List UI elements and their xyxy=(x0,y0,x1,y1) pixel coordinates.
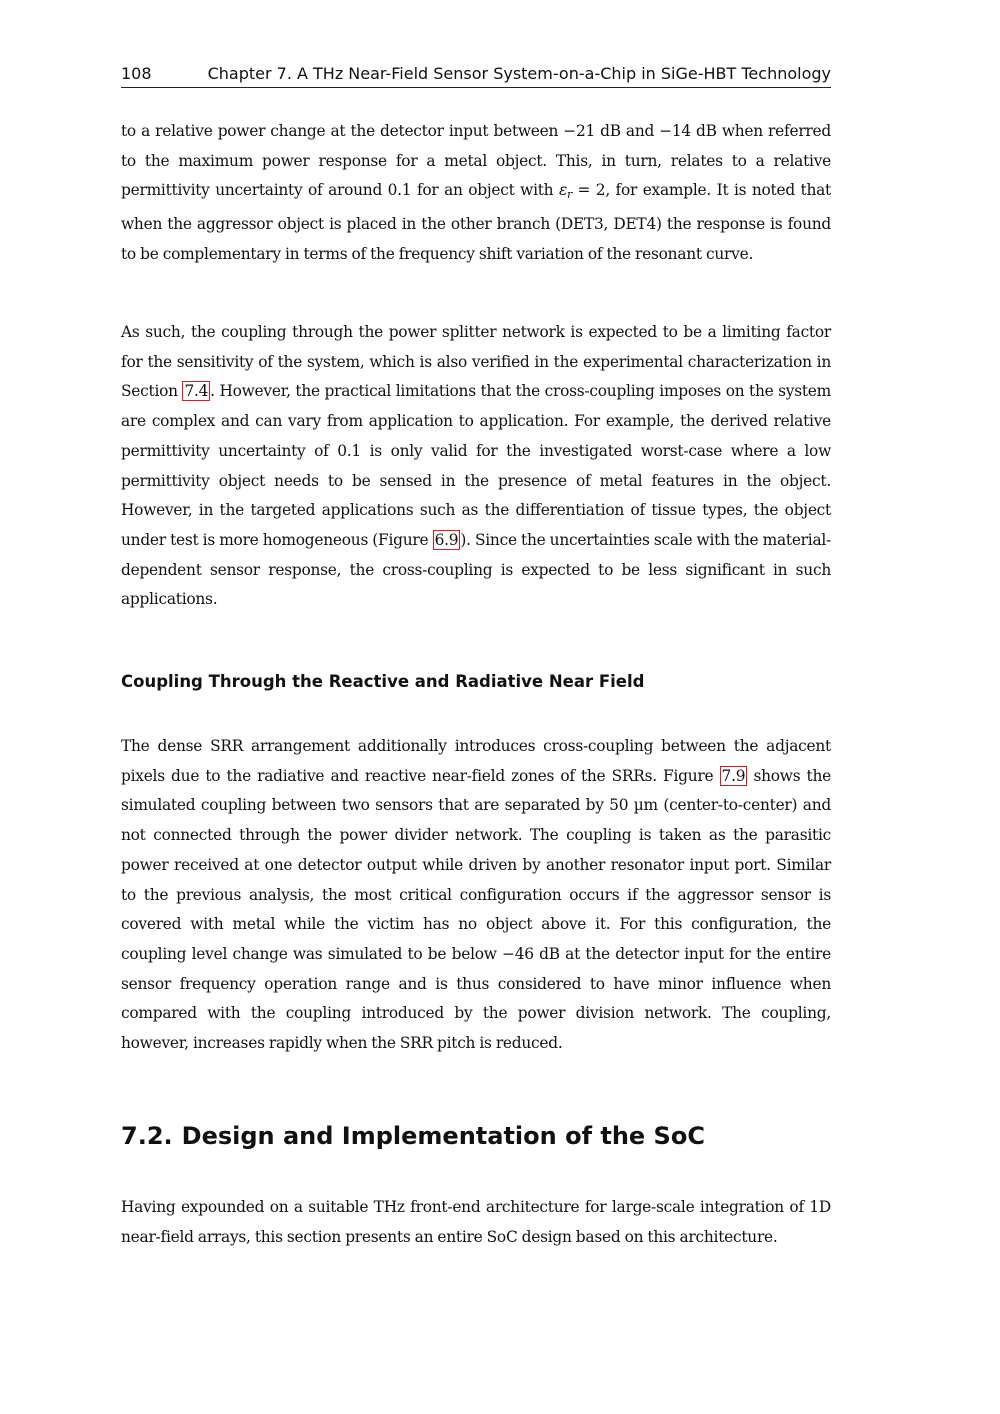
paragraph-1-text-a: to a relative power change at the detector input between −21 dB and −14 dB when referred to the maximum power response for a metal object. This, in turn, relates to a relative permittivity uncertainty of around 0.1 for an object with xyxy=(121,122,831,200)
epsilon-symbol: ε xyxy=(558,181,567,200)
section-reference-link[interactable]: 7.4 xyxy=(184,382,209,401)
epsilon-subscript: r xyxy=(566,188,572,202)
figure-reference-link[interactable]: 7.9 xyxy=(721,766,746,785)
figure-reference-link[interactable]: 6.9 xyxy=(434,530,459,549)
paragraph-3 xyxy=(121,732,831,1059)
subsection-heading: Coupling Through the Reactive and Radiative Near Field xyxy=(121,672,645,691)
paragraph-3-text-b: shows the simulated coupling between two sensors that are separated by 50 µm (center-to-center) and not connected through the power divider network. The coupling is taken as the parasitic power received at one detector output while driven by another resonator input port. Similar to the previous analysis, the most critical configuration occurs if the aggressor sensor is covered with metal while the victim has no object above it. For this configuration, the coupling level change was simulated to be below −46 dB at the detector input for the entire sensor frequency operation range and is thus considered to have minor influence when compared with the coupling introduced by the power division network. The coupling, however, increases rapidly when the SRR pitch is reduced. xyxy=(121,766,831,1053)
paragraph-3-text-a: The dense SRR arrangement additionally introduces cross-coupling between the adjacent pixels due to the radiative and reactive near-field zones of the SRRs. Figure xyxy=(121,737,831,785)
paragraph-1-text-b: = 2, for example. It is noted that when the aggressor object is placed in the other branch (DET3, DET4) the response is found to be complementary in terms of the frequency shift variation of the resonant curve. xyxy=(121,181,831,263)
paragraph-2-text-c: ). Since the uncertainties scale with the material-dependent sensor response, the cross-coupling is expected to be less significant in such applications. xyxy=(121,530,831,609)
section-heading xyxy=(121,1119,705,1153)
paragraph-2 xyxy=(121,318,831,615)
paragraph-2-text-a: As such, the coupling through the power splitter network is expected to be a limiting factor for the sensitivity of the system, which is also verified in the experimental characterization in Section xyxy=(121,323,831,401)
paragraph-4: Having expounded on a suitable THz front-end architecture for large-scale integration of 1D near-field arrays, this section presents an entire SoC design based on this architecture. xyxy=(121,1198,831,1246)
running-header xyxy=(121,63,831,88)
paragraph-2-text-b: . However, the practical limitations that the cross-coupling imposes on the system are complex and can vary from application to application. For example, the derived relative permittivity uncertainty of 0.1 is only valid for the investigated worst-case where a low permittivity object needs to be sensed in the presence of metal features in the object. However, in the targeted applications such as the differentiation of tissue types, the object under test is more homogeneous (Figure xyxy=(121,382,831,549)
page-number: 108 xyxy=(121,64,152,83)
section-title: Design and Implementation of the SoC xyxy=(181,1122,705,1150)
paragraph-1 xyxy=(121,117,831,270)
chapter-title: Chapter 7. A THz Near-Field Sensor System-on-a-Chip in SiGe-HBT Technology xyxy=(207,64,831,83)
section-number: 7.2. xyxy=(121,1122,173,1150)
